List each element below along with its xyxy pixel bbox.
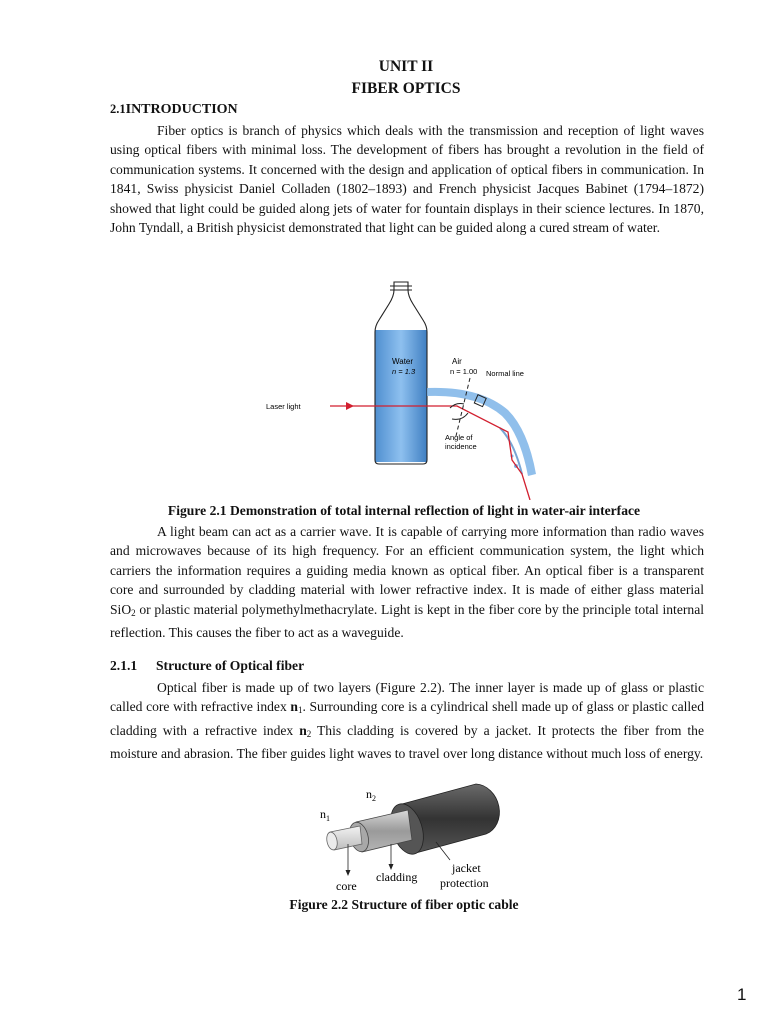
intro-paragraph-text: Fiber optics is branch of physics which deals with the transmission and reception of light waves using optical fibers with minimal loss. The development of fibers has brought a revolution in the field of communication systems. It concerned with the design and application of optical fibers in communication. In 1841, Swiss physicist Daniel Colladen (1802–1893) and French physicist Jacques Babinet (1794–1872) showed that light could be guided along jets of water for fountain displays in their science lectures. In 1870, John Tyndall, a British physicist demonstrated that light can be guided along a cured stream of water. (110, 123, 704, 236)
section-title: INTRODUCTION (125, 102, 238, 117)
structure-paragraph (110, 678, 704, 764)
label-water: Water (392, 357, 414, 366)
bottle-water (375, 330, 427, 462)
label-core: core (336, 879, 357, 893)
laser-arrow (346, 402, 354, 410)
carrier-wave-paragraph (110, 522, 704, 642)
label-cladding: cladding (376, 870, 418, 884)
figure-caption-2: Figure 2.2 Structure of fiber optic cable (289, 897, 519, 912)
subscript: 2 (306, 728, 312, 739)
label-water-n: n = 1.3 (392, 367, 416, 376)
paragraph-text-cont: . Surrounding core is a cylindrical shell made up of glass or plastic called cladding with a refractive index (110, 699, 704, 738)
figure-fiber-cable (316, 782, 508, 894)
paragraph-text: A light beam can act as a carrier wave. It is capable of carrying more information than radio waves and microwaves because of its high frequency. For an efficient communication system, the light which carriers the information requires a guiding media known as optical fiber. An optical fiber is a transparent core and surrounded by cladding material with lower refractive index. It is made of either glass material SiO (110, 524, 704, 617)
subsection-heading (110, 658, 304, 674)
label-laser: Laser light (266, 402, 301, 411)
paragraph-text: Optical fiber is made up of two layers (Figure 2.2). The inner layer is made up of glass or plastic called core with refractive index (110, 680, 704, 715)
chapter-title: FIBER OPTICS (351, 80, 461, 97)
subsection-number: 2.1.1 (110, 658, 138, 673)
subscript: 2 (131, 607, 136, 618)
page-number: 1 (737, 985, 747, 1004)
unit-heading: UNIT II (378, 58, 434, 75)
figure-caption-1: Figure 2.1 Demonstration of total internal reflection of light in water-air interface (167, 503, 641, 518)
label-n2: $n_2$ (366, 787, 376, 803)
subscript: 1 (297, 705, 303, 716)
label-protection: protection (440, 876, 489, 890)
label-normal-line: Normal line (486, 369, 524, 378)
n2-symbol: n (299, 722, 307, 738)
paragraph-text-cont: or plastic material polymethylmethacrylate. Light is kept in the fiber core by the principle total internal reflection. This causes the fiber to act as a waveguide. (110, 601, 704, 641)
intro-paragraph (110, 121, 704, 237)
subsection-title: Structure of Optical fiber (156, 658, 305, 673)
angle-arc-2 (452, 413, 468, 419)
label-angle-2: incidence (445, 442, 477, 451)
figure-bottle-tir (260, 278, 560, 500)
paragraph-text-end: This cladding is covered by a jacket. It protects the fiber from the moisture and abrasion. The fiber guides light waves to travel over long distance without much loss of energy. (110, 722, 704, 762)
label-air: Air (452, 357, 462, 366)
label-angle-1: Angle of (445, 433, 473, 442)
section-heading-intro (110, 102, 238, 118)
n1-symbol: n (290, 699, 298, 715)
label-n1: $n_1$ (320, 807, 330, 823)
label-jacket: jacket (452, 861, 481, 875)
core-arrowhead (346, 870, 351, 876)
section-number: 2.1 (110, 102, 126, 116)
label-air-n: n = 1.00 (450, 367, 478, 376)
